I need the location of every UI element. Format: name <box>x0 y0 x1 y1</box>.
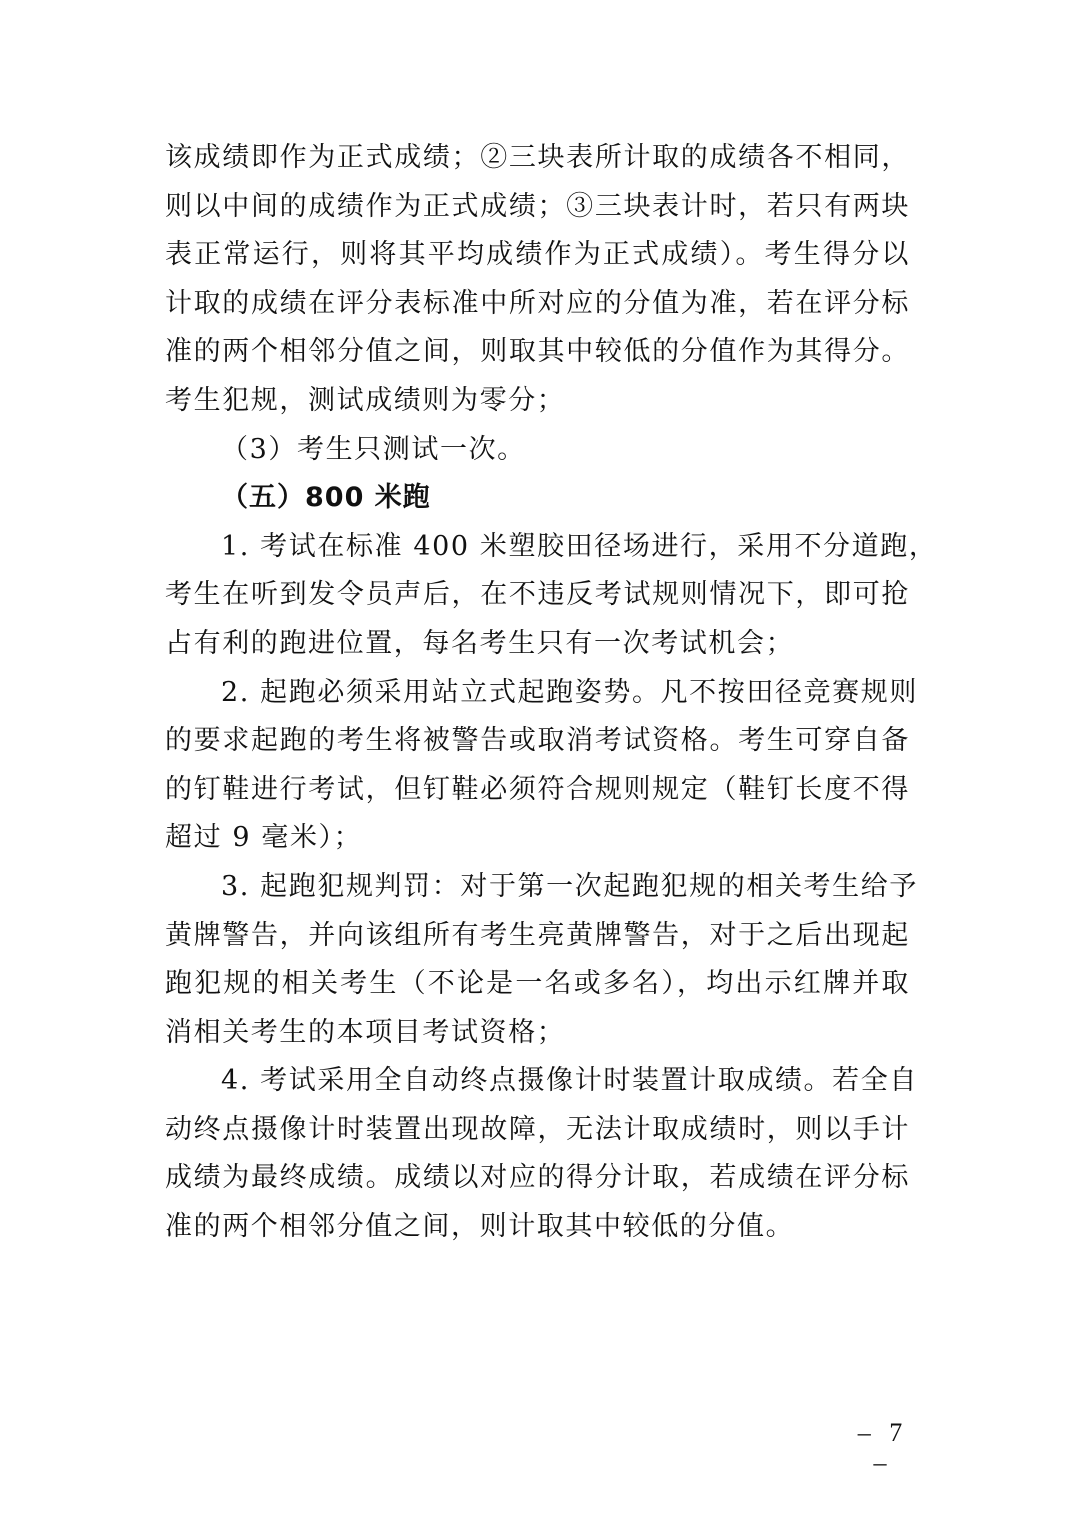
text-line: 的要求起跑的考生将被警告或取消考试资格。考生可穿自备 <box>165 725 910 757</box>
text-line: （3）考生只测试一次。 <box>221 433 526 465</box>
paragraph-official-score-rules <box>165 134 910 426</box>
text-line: 占有利的跑进位置，每名考生只有一次考试机会； <box>165 627 795 659</box>
item-4-timing <box>165 1057 918 1251</box>
text-line: 表正常运行，则将其平均成绩作为正式成绩）。考生得分以 <box>165 239 910 271</box>
text-line: 则以中间的成绩作为正式成绩；③三块表计时，若只有两块 <box>165 190 910 222</box>
text-line: 2. 起跑必须采用站立式起跑姿势。凡不按田径竞赛规则 <box>221 676 918 708</box>
item-3-false-start <box>165 863 918 1057</box>
text-line: 的钉鞋进行考试，但钉鞋必须符合规则规定（鞋钉长度不得 <box>165 773 910 805</box>
text-line: 计取的成绩在评分表标准中所对应的分值为准，若在评分标 <box>165 287 910 319</box>
text-line: 3. 起跑犯规判罚：对于第一次起跑犯规的相关考生给予 <box>221 870 918 902</box>
text-line: 准的两个相邻分值之间，则取其中较低的分值作为其得分。 <box>165 336 910 368</box>
text-line: 消相关考生的本项目考试资格； <box>165 1016 566 1048</box>
page-number: – 7 – <box>857 1418 909 1477</box>
text-line: 4. 考试采用全自动终点摄像计时装置计取成绩。若全自 <box>221 1065 918 1097</box>
text-line: 该成绩即作为正式成绩；②三块表所计取的成绩各不相同， <box>165 142 910 173</box>
document-body <box>165 134 938 1252</box>
text-line: 黄牌警告，并向该组所有考生亮黄牌警告，对于之后出现起 <box>165 919 910 951</box>
item-1-venue <box>165 523 938 669</box>
item-2-start-posture <box>165 669 918 863</box>
text-line: 考生犯规，测试成绩则为零分； <box>165 384 566 416</box>
paragraph-test-once <box>165 426 910 475</box>
text-line: 跑犯规的相关考生（不论是一名或多名），均出示红牌并取 <box>165 968 910 1000</box>
section-heading-800m: （五）800 米跑 <box>221 482 431 514</box>
text-line: 考生在听到发令员声后，在不违反考试规则情况下，即可抢 <box>165 579 910 611</box>
text-line: 1. 考试在标准 400 米塑胶田径场进行，采用不分道跑， <box>221 530 938 562</box>
text-line: 成绩为最终成绩。成绩以对应的得分计取，若成绩在评分标 <box>165 1162 910 1194</box>
text-line: 超过 9 毫米）； <box>165 822 363 854</box>
text-line: 动终点摄像计时装置出现故障，无法计取成绩时，则以手计 <box>165 1113 910 1145</box>
text-line: 准的两个相邻分值之间，则计取其中较低的分值。 <box>165 1211 795 1243</box>
